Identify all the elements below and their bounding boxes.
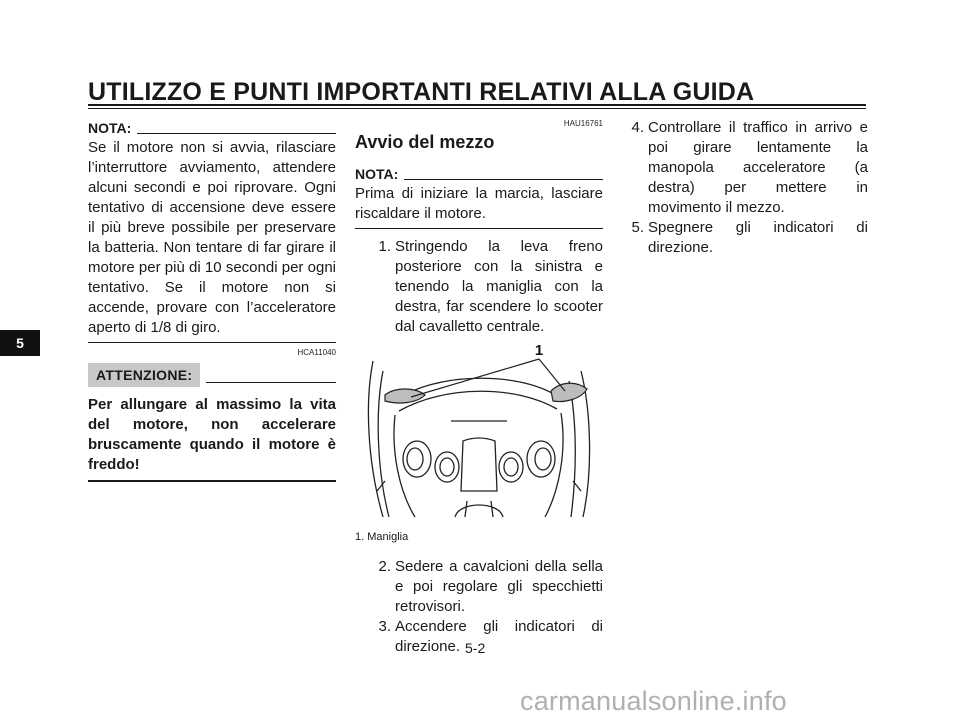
title-rule — [88, 104, 866, 106]
note-label: NOTA: — [355, 166, 399, 182]
step-number: 2. — [378, 558, 391, 575]
left-column — [88, 118, 336, 482]
caution-text: Per allungare al massimo la vita del motore, non accelerare bruscamente quando il motore è freddo! — [88, 396, 336, 473]
page-number: 5-2 — [465, 640, 486, 656]
section-code: HAU16761 — [563, 119, 603, 128]
step-item — [355, 557, 603, 617]
step-number: 3. — [378, 618, 391, 635]
note-text: Prima di iniziare la marcia, lasciare riscaldare il motore. — [355, 185, 603, 222]
step-text: Stringendo la leva freno posteriore con la sinistra e tenendo la maniglia con la destra, far scendere lo scooter dal cavalletto centrale. — [395, 238, 603, 335]
caution-rule — [206, 382, 336, 383]
step-text: Spegnere gli indicatori di direzione. — [648, 219, 868, 256]
note-header — [88, 118, 336, 138]
note-rule — [137, 133, 336, 134]
step-item — [620, 118, 868, 218]
section-title: Avvio del mezzo — [355, 132, 495, 152]
step-number: 5. — [631, 219, 644, 236]
scooter-figure — [355, 341, 603, 521]
note-end-rule — [88, 342, 336, 343]
step-number: 1. — [378, 238, 391, 255]
title-rule-thin — [88, 108, 866, 109]
note-text: Se il motore non si avvia, rilasciare l’interruttore avviamento, attendere alcuni secondi e poi riprovare. Ogni tentativo di accensione deve essere il più breve possibile per preservare la batteria. Non tentare di far girare il motore per più di 10 secondi per ogni tentativo. Se il motore non si accende, provare con l’acceleratore aperto di 1/8 di giro. — [88, 139, 336, 336]
caution-label: ATTENZIONE: — [88, 363, 200, 387]
note-end-rule — [355, 228, 603, 229]
callout-line-right — [539, 359, 565, 391]
step-text: Accendere gli indicatori di direzione. — [395, 618, 603, 655]
note-rule — [404, 179, 603, 180]
middle-column — [355, 118, 603, 657]
step-text: Controllare il traffico in arrivo e poi girare lentamente la manopola acceleratore (a destra) per mettere in movimento il mezzo. — [648, 119, 868, 216]
chapter-tab: 5 — [0, 330, 40, 356]
watermark: carmanualsonline.info — [520, 686, 787, 716]
step-item — [355, 237, 603, 337]
note-label: NOTA: — [88, 120, 132, 136]
caution-end-rule — [88, 480, 336, 482]
page-title: UTILIZZO E PUNTI IMPORTANTI RELATIVI ALLA GUIDA — [88, 78, 755, 106]
caution-code: HCA11040 — [297, 348, 336, 357]
caution-header — [88, 361, 336, 387]
figure-callout: 1 — [534, 342, 544, 359]
right-column — [620, 118, 868, 258]
figure-caption: 1. Maniglia — [355, 531, 409, 543]
step-item — [620, 218, 868, 258]
note-header — [355, 164, 603, 184]
step-number: 4. — [631, 119, 644, 136]
step-text: Sedere a cavalcioni della sella e poi regolare gli specchietti retrovisori. — [395, 558, 603, 615]
scooter-illustration — [355, 341, 603, 521]
